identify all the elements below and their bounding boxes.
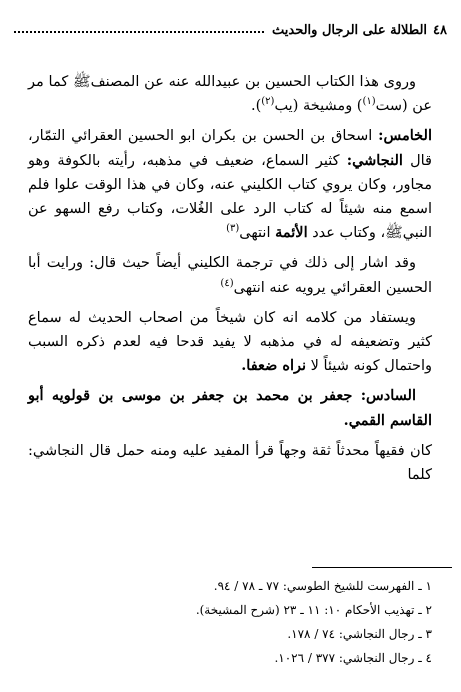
footnote-ref-2: (٢) [261,96,275,108]
paragraph-5: السادس: جعفر بن محمد بن جعفر بن موسى بن قولويه أبو القاسم القمي. [28,387,432,429]
section-label-sixth: السادس: [360,387,416,405]
footnote-1: ١ ـ الفهرست للشيخ الطوسي: ٧٧ ـ ٧٨ / ٩٤. [213,579,432,593]
footnote-2: ٢ ـ تهذيب الأحكام ١٠: ١١ ـ ٢٣ (شرح المشيخة). [195,603,432,617]
running-header [14,14,447,38]
section-label-fifth: الخامس: [378,127,432,145]
page-number: ٤٨ [433,23,447,38]
paragraph-1: وروى هذا الكتاب الحسين بن عبيدالله عنه عن المصنفﷺ كما مر عن (ست$^{(١)}$) ومشيخة (يب$^{(٢)}$). [28,74,432,115]
paragraph-6: كان فقيهاً محدثاً ثقة وجهاً قرأ المفيد عليه ومنه حمل قال النجاشي: كلما [28,442,432,484]
footnote-ref-3: (٣) [226,223,240,235]
footnote-ref-1: (١) [362,96,376,108]
footnote-4: ٤ ـ رجال النجاشي: ٣٧٧ / ١٠٢٦. [274,651,432,665]
header-dot-leader [14,31,264,33]
footnote-separator [312,567,452,568]
footnote-ref-4: (٤) [220,277,234,289]
paragraph-3: وقد اشار إلى ذلك في ترجمة الكليني أيضاً حيث قال: ورايت أبا الحسين العقرائي يرويه عنه انتهى$^{(٤)}$ [28,255,432,296]
running-title: الطلالة على الرجال والحديث [271,23,428,38]
main-text [28,70,432,493]
paragraph-2: الخامس: اسحاق بن الحسن بن بكران ابو الحسين العقرائي التمّار، قال النجاشي: كثير السماع، ضعيف في مذهبه، رأيته بالكوفة وهو مجاور، وكان يروي كتاب الكليني عنه، وكان في هذا الوقت علوا فلم اسمع منه شيئاً له كتاب الرد على الغُلات، وكتاب رفع السهو عن النبيﷺ، وكتاب عدد الأئمة انتهى$^{(٣)}$ [28,127,432,242]
najashi-label: النجاشي: [346,151,403,169]
footnote-3: ٣ ـ رجال النجاشي: ٧٤ / ١٧٨. [287,627,432,641]
paragraph-4: ويستفاد من كلامه انه كان شيخاً من اصحاب الحديث له سماع كثير وتضعيفه له في مذهبه لا يفيد قدحا فيه لعدم ذكره السبب واحتمال كونه شيئاً لا نراه ضعفا. [28,309,432,375]
footnotes [28,574,432,670]
